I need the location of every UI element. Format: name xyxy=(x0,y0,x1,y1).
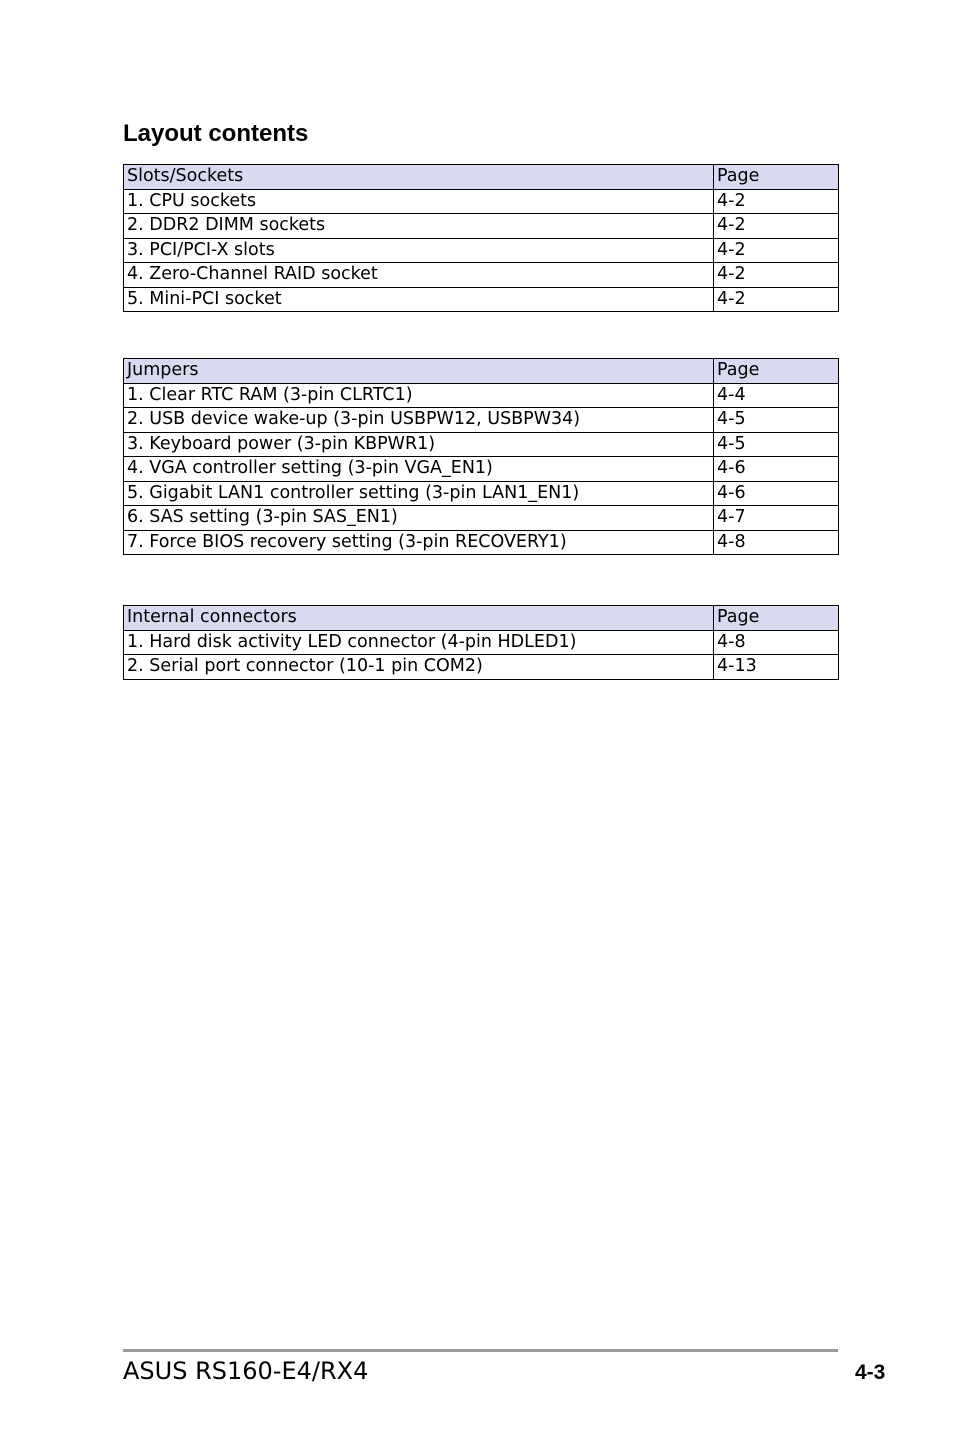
page-cell: 4-13 xyxy=(714,655,839,680)
table-row xyxy=(124,530,839,555)
item-cell: 4. Zero-Channel RAID socket xyxy=(124,263,714,288)
item-cell: 2. Serial port connector (10-1 pin COM2) xyxy=(124,655,714,680)
item-cell: 5. Gigabit LAN1 controller setting (3-pin LAN1_EN1) xyxy=(124,481,714,506)
table-header-row xyxy=(124,359,839,384)
item-cell: 3. PCI/PCI-X slots xyxy=(124,238,714,263)
item-cell: 2. USB device wake-up (3-pin USBPW12, USBPW34) xyxy=(124,408,714,433)
table-row xyxy=(124,457,839,482)
table-row xyxy=(124,655,839,680)
table-row xyxy=(124,630,839,655)
item-cell: Internal connectors xyxy=(124,606,714,631)
page-cell: 4-8 xyxy=(714,530,839,555)
item-cell: 4. VGA controller setting (3-pin VGA_EN1) xyxy=(124,457,714,482)
table-row xyxy=(124,408,839,433)
item-cell: 2. DDR2 DIMM sockets xyxy=(124,214,714,239)
page-cell: 4-5 xyxy=(714,408,839,433)
table-row xyxy=(124,432,839,457)
page-cell: 4-6 xyxy=(714,457,839,482)
item-cell: 7. Force BIOS recovery setting (3-pin RECOVERY1) xyxy=(124,530,714,555)
page-cell: 4-2 xyxy=(714,287,839,312)
jumpers-table xyxy=(123,358,839,555)
page-cell: 4-6 xyxy=(714,481,839,506)
table-row xyxy=(124,383,839,408)
item-cell: 1. Hard disk activity LED connector (4-pin HDLED1) xyxy=(124,630,714,655)
table-row xyxy=(124,189,839,214)
page-cell: Page xyxy=(714,359,839,384)
table-row xyxy=(124,238,839,263)
table-row xyxy=(124,481,839,506)
internal-connectors-table xyxy=(123,605,839,680)
table-header-row xyxy=(124,606,839,631)
item-cell: 5. Mini-PCI socket xyxy=(124,287,714,312)
page-cell: 4-5 xyxy=(714,432,839,457)
table-row xyxy=(124,287,839,312)
section-heading: Layout contents xyxy=(123,120,309,147)
page-cell: Page xyxy=(714,606,839,631)
table-row xyxy=(124,506,839,531)
item-cell: 6. SAS setting (3-pin SAS_EN1) xyxy=(124,506,714,531)
item-cell: Jumpers xyxy=(124,359,714,384)
page-cell: 4-2 xyxy=(714,214,839,239)
footer-page-number: 4-3 xyxy=(855,1361,886,1384)
page-cell: Page xyxy=(714,165,839,190)
table-row xyxy=(124,214,839,239)
item-cell: 3. Keyboard power (3-pin KBPWR1) xyxy=(124,432,714,457)
footer-divider xyxy=(123,1349,838,1352)
table-header-row xyxy=(124,165,839,190)
table-row xyxy=(124,263,839,288)
slots-sockets-table xyxy=(123,164,839,312)
page-cell: 4-2 xyxy=(714,189,839,214)
footer-product-name: ASUS RS160-E4/RX4 xyxy=(123,1357,369,1385)
item-cell: Slots/Sockets xyxy=(124,165,714,190)
page-cell: 4-8 xyxy=(714,630,839,655)
item-cell: 1. Clear RTC RAM (3-pin CLRTC1) xyxy=(124,383,714,408)
page-cell: 4-2 xyxy=(714,238,839,263)
page-cell: 4-4 xyxy=(714,383,839,408)
page-cell: 4-7 xyxy=(714,506,839,531)
item-cell: 1. CPU sockets xyxy=(124,189,714,214)
page-cell: 4-2 xyxy=(714,263,839,288)
